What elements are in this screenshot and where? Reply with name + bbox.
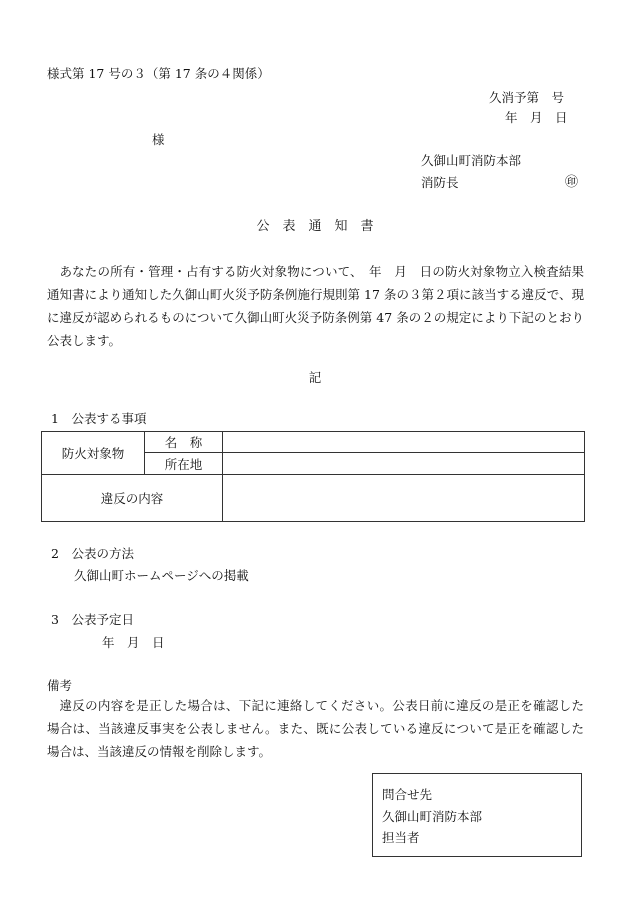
- contact-box: [372, 773, 582, 857]
- intro-paragraph: あなたの所有・管理・占有する防火対象物について、 年 月 日の防火対象物立入検査結果通知書により通知した久御山町火災予防条例施行規則第 17 条の３第２項に該当する違反で、現に違反が認められるものについて久御山町火災予防条例第 47 条の２の規定により下記のとおり公表します。: [47, 264, 584, 348]
- issuer-organization: 久御山町消防本部: [421, 153, 522, 168]
- ki-marker: 記: [308, 370, 322, 385]
- section2-heading: 2 公表の方法: [51, 546, 134, 561]
- target-group-label: 防火対象物: [61, 446, 125, 461]
- name-value-cell: [223, 432, 585, 453]
- address-value-cell: [223, 453, 585, 475]
- address-label-cell: [145, 453, 223, 475]
- seal-mark: ㊞: [565, 175, 579, 190]
- section2-body: 久御山町ホームページへの掲載: [74, 568, 249, 583]
- contact-person: 担当者: [382, 830, 420, 845]
- issue-date: 年 月 日: [505, 110, 568, 125]
- address-label: 所在地: [164, 456, 203, 472]
- form-number: 様式第 17 号の３（第 17 条の４関係）: [47, 66, 270, 81]
- notes-heading: 備考: [47, 678, 73, 693]
- violation-label-cell: [42, 475, 223, 522]
- violation-label: 違反の内容: [100, 491, 164, 506]
- issuer-title: 消防長: [421, 175, 459, 190]
- document-number: 久消予第 号: [489, 90, 565, 105]
- section1-heading: 1 公表する事項: [51, 411, 147, 426]
- contact-heading: 問合せ先: [382, 787, 433, 802]
- name-label-cell: [145, 432, 223, 453]
- publication-items-table: [41, 431, 585, 522]
- section3-heading: 3 公表予定日: [51, 612, 134, 627]
- section3-body: 年 月 日: [102, 635, 165, 650]
- notes-body: 違反の内容を是正した場合は、下記に連絡してください。公表日前に違反の是正を確認した場合は、当該違反事実を公表しません。また、既に公表している違反について是正を確認した場合は、当該違反の情報を削除します。: [47, 698, 584, 759]
- name-label: 名 称: [164, 435, 203, 450]
- violation-value-cell: [223, 475, 585, 522]
- addressee-suffix: 様: [152, 132, 165, 147]
- contact-organization: 久御山町消防本部: [382, 809, 483, 824]
- document-title: 公 表 通 知 書: [256, 219, 374, 234]
- target-group-cell: [42, 432, 145, 475]
